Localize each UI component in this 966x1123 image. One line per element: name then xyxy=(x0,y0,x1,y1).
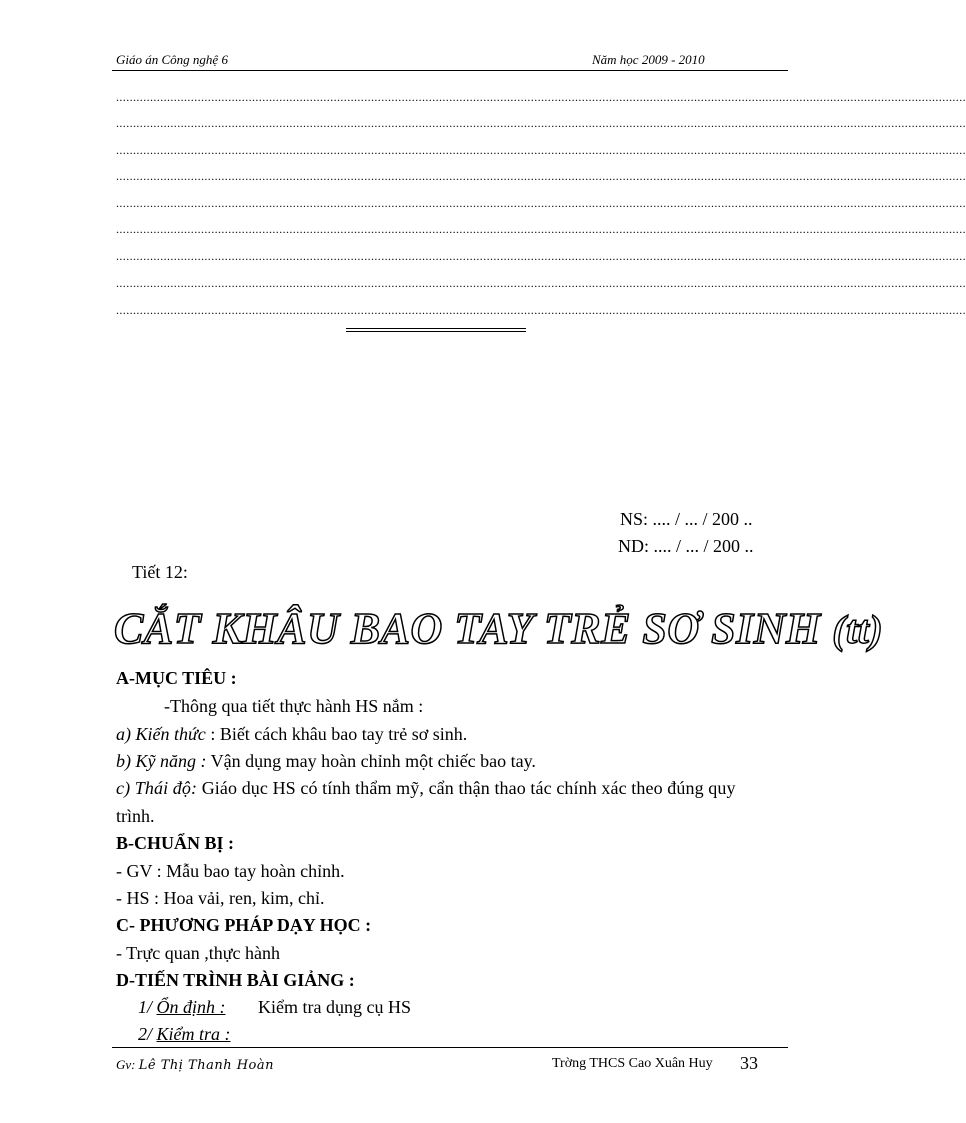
skill-label: b) Kỹ năng : xyxy=(116,751,207,771)
step-2-label: Kiểm tra : xyxy=(156,1024,231,1044)
step-1-prefix: 1/ xyxy=(138,997,153,1017)
attitude-label: c) Thái độ: xyxy=(116,778,198,798)
header-divider xyxy=(112,70,788,71)
section-d-heading: D-TIẾN TRÌNH BÀI GIẢNG : xyxy=(116,970,355,990)
attitude-line xyxy=(116,778,766,799)
section-c-heading: C- PHƯƠNG PHÁP DẠY HỌC : xyxy=(116,915,372,935)
prep-gv: - GV : Mẫu bao tay hoàn chỉnh. xyxy=(116,861,345,881)
dotted-line: .......................................................................................................................................................................................................................................................... xyxy=(116,222,966,236)
dotted-line: .......................................................................................................................................................................................................................................................... xyxy=(116,143,966,157)
dotted-line: .......................................................................................................................................................................................................................................................... xyxy=(116,116,966,130)
footer-teacher xyxy=(116,1057,274,1073)
skill-line xyxy=(116,751,536,772)
date-ns: NS: .... / ... / 200 .. xyxy=(620,509,753,529)
page-number: 33 xyxy=(740,1053,758,1073)
dotted-line: .......................................................................................................................................................................................................................................................... xyxy=(116,303,966,317)
footer-teacher-prefix: Gv: xyxy=(116,1057,136,1072)
teaching-method: - Trực quan ,thực hành xyxy=(116,943,280,963)
knowledge-text: : Biết cách khâu bao tay trẻ sơ sinh. xyxy=(210,724,468,744)
dotted-line: .......................................................................................................................................................................................................................................................... xyxy=(116,90,966,104)
attitude-text: Giáo dục HS có tính thẩm mỹ, cẩn thận thao tác chính xác theo đúng quy xyxy=(201,778,736,798)
lesson-number: Tiết 12: xyxy=(132,562,188,582)
section-b-heading: B-CHUẨN BỊ : xyxy=(116,833,235,853)
step-1-text: Kiểm tra dụng cụ HS xyxy=(258,997,411,1017)
lesson-title-main: CẮT KHÂU BAO TAY TRẺ SƠ SINH xyxy=(114,604,821,653)
step-1 xyxy=(138,997,411,1018)
header-subject: Giáo án Công nghệ 6 xyxy=(116,52,228,67)
date-nd: ND: .... / ... / 200 .. xyxy=(618,536,754,556)
header-school-year: Năm học 2009 - 2010 xyxy=(592,52,705,67)
step-2 xyxy=(138,1024,231,1045)
knowledge-line xyxy=(116,724,467,745)
knowledge-label: a) Kiến thức xyxy=(116,724,206,744)
section-a-intro: -Thông qua tiết thực hành HS nắm : xyxy=(164,696,424,716)
footer-divider xyxy=(112,1047,788,1048)
dotted-line: .......................................................................................................................................................................................................................................................... xyxy=(116,276,966,290)
attitude-text-continued: trình. xyxy=(116,806,155,826)
step-2-prefix: 2/ xyxy=(138,1024,153,1044)
skill-text: Vận dụng may hoàn chỉnh một chiếc bao tay. xyxy=(210,751,536,771)
dotted-line: .......................................................................................................................................................................................................................................................... xyxy=(116,196,966,210)
lesson-title-suffix: (tt) xyxy=(832,607,884,652)
lesson-title xyxy=(114,603,883,654)
section-separator xyxy=(346,328,526,332)
section-a-heading: A-MỤC TIÊU : xyxy=(116,668,237,688)
footer-teacher-name: Lê Thị Thanh Hoàn xyxy=(138,1058,274,1073)
dotted-line: .......................................................................................................................................................................................................................................................... xyxy=(116,169,966,183)
prep-hs: - HS : Hoa vải, ren, kim, chỉ. xyxy=(116,888,325,908)
step-1-label: Ổn định : xyxy=(156,997,226,1017)
footer-school: Trờng THCS Cao Xuân Huy xyxy=(552,1056,713,1071)
dotted-line: .......................................................................................................................................................................................................................................................... xyxy=(116,249,966,263)
